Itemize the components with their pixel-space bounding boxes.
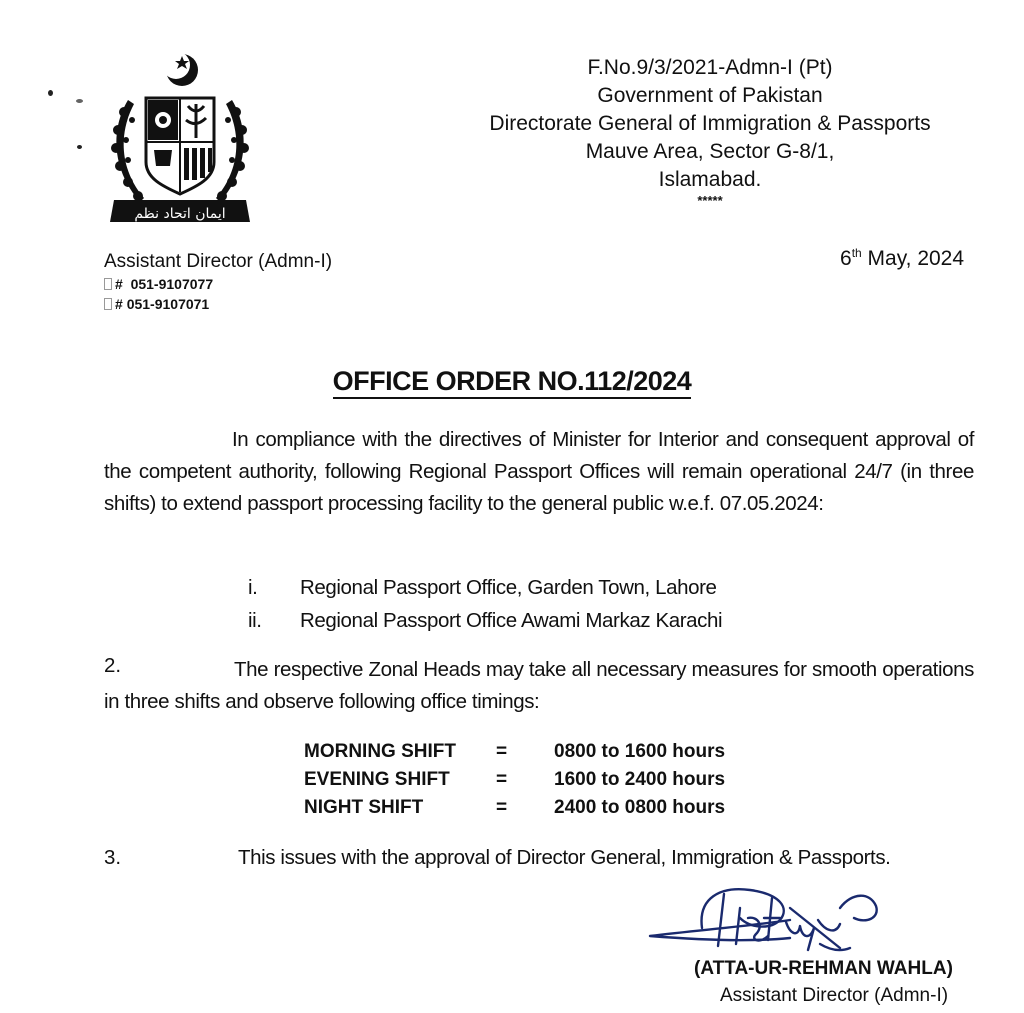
list-item <box>248 604 722 637</box>
city-line: Islamabad. <box>658 168 762 191</box>
shift-time: 0800 to 1600 hours <box>554 741 726 762</box>
paragraph-2: The respective Zonal Heads may take all necessary measures for smooth operations in three shifts and observe following office timings: <box>104 658 974 713</box>
paragraph-2-number: 2. <box>104 654 122 677</box>
offices-list <box>248 571 722 637</box>
table-row <box>304 794 725 822</box>
paragraph-1: In compliance with the directives of Minister for Interior and consequent approval of the competent authority, following Regional Passport Offices will remain operational 24/7 (in three shifts) to extend passport processing facility to the general public w.e.f. 07.05.2024: <box>104 428 974 515</box>
sender-block <box>104 250 332 314</box>
government-name: Government of Pakistan <box>597 84 823 107</box>
fax-number: 051-9107071 <box>126 296 210 312</box>
order-title <box>0 366 1024 397</box>
list-number: i. <box>248 576 258 599</box>
date-rest: May, 2024 <box>861 247 965 270</box>
list-number: ii. <box>248 609 262 632</box>
letterhead <box>440 54 980 208</box>
shift-timings-table <box>304 738 725 822</box>
signature-icon <box>640 878 960 958</box>
document-date <box>840 246 964 271</box>
date-suffix: th <box>851 246 862 260</box>
order-title-text: OFFICE ORDER NO.112/2024 <box>333 366 692 399</box>
phone-label: # <box>115 276 123 292</box>
signatory-name: (ATTA-UR-REHMAN WAHLA) <box>694 958 953 979</box>
table-row <box>304 766 725 794</box>
shift-time: 2400 to 0800 hours <box>554 797 726 818</box>
directorate-name: Directorate General of Immigration & Passports <box>489 112 931 135</box>
paragraph-3-number: 3. <box>104 846 122 869</box>
phone-number: 051-9107077 <box>130 276 214 292</box>
shift-name: NIGHT SHIFT <box>304 797 424 818</box>
table-row <box>304 738 725 766</box>
handwritten-signature <box>640 878 960 958</box>
file-number: F.No.9/3/2021-Admn-I (Pt) <box>587 56 833 79</box>
telephone-icon <box>104 278 112 290</box>
separator-stars: ***** <box>697 193 723 208</box>
fax-line <box>104 294 332 314</box>
fax-icon <box>104 298 112 310</box>
scan-speck <box>48 90 53 96</box>
date-day: 6 <box>840 247 852 270</box>
scan-speck <box>76 99 83 103</box>
list-item <box>248 571 722 604</box>
signatory-title: Assistant Director (Admn-I) <box>720 985 949 1006</box>
emblem-icon <box>100 50 260 230</box>
shift-time: 1600 to 2400 hours <box>554 769 726 790</box>
address-line: Mauve Area, Sector G-8/1, <box>585 140 835 163</box>
shift-name: EVENING SHIFT <box>304 769 450 790</box>
sender-title: Assistant Director (Admn-I) <box>104 251 333 272</box>
phone-line <box>104 274 332 294</box>
shift-equals: = <box>496 769 508 790</box>
shift-name: MORNING SHIFT <box>304 741 456 762</box>
shift-equals: = <box>496 741 508 762</box>
fax-label: # <box>115 296 123 312</box>
paragraph-3: This issues with the approval of Director General, Immigration & Passports. <box>238 846 891 869</box>
list-text: Regional Passport Office, Garden Town, Lahore <box>300 576 717 599</box>
shift-equals: = <box>496 797 508 818</box>
svg-text:ايمان اتحاد نظم: ايمان اتحاد نظم <box>134 206 226 222</box>
scan-speck <box>77 145 82 149</box>
state-emblem <box>100 50 260 230</box>
list-text: Regional Passport Office Awami Markaz Karachi <box>300 609 723 632</box>
